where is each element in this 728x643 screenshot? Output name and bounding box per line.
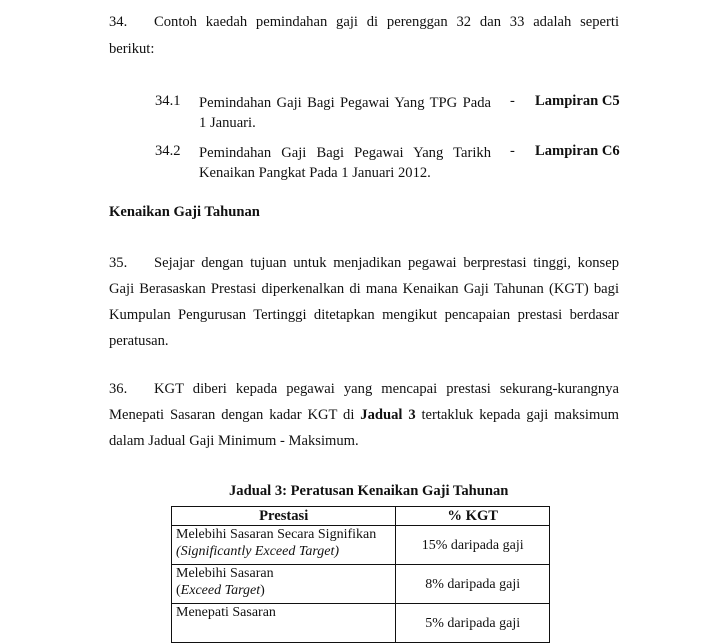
table-row: [172, 526, 550, 565]
sub-item-appendix-ref: Lampiran C6: [535, 143, 620, 159]
table-header-row: [172, 507, 550, 526]
paragraph-34-line-2: berikut:: [109, 41, 155, 57]
sub-item-appendix-ref: Lampiran C5: [535, 93, 620, 109]
column-header-kgt: % KGT: [396, 507, 550, 526]
table-cell-kgt: 8% daripada gaji: [396, 565, 550, 604]
paragraph-35-number: 35.: [109, 255, 128, 271]
sub-item-dash: -: [510, 143, 515, 159]
table-reference: Jadual 3: [360, 407, 416, 423]
paragraph-34-number: 34.: [109, 14, 128, 30]
table-caption: Jadual 3: Peratusan Kenaikan Gaji Tahunan: [229, 483, 509, 499]
table-cell-prestasi: Melebihi Sasaran Secara Signifikan (Significantly Exceed Target): [172, 526, 396, 565]
paragraph-36-line-1: 36. KGT diberi kepada pegawai yang mencapai prestasi sekurang-kurangnya: [109, 381, 619, 397]
table-cell-prestasi: Menepati Sasaran: [172, 604, 396, 643]
section-heading: Kenaikan Gaji Tahunan: [109, 204, 260, 220]
sub-item-dash: -: [510, 93, 515, 109]
sub-item-number: 34.1: [155, 93, 181, 109]
table-cell-kgt: 5% daripada gaji: [396, 604, 550, 643]
column-header-prestasi: Prestasi: [172, 507, 396, 526]
kgt-table: [171, 506, 550, 643]
paragraph-34-line-1: 34. Contoh kaedah pemindahan gaji di perenggan 32 dan 33 adalah seperti: [109, 14, 619, 30]
paragraph-35-line-1: 35. Sejajar dengan tujuan untuk menjadikan pegawai berprestasi tinggi, konsep: [109, 255, 619, 271]
table-row: [172, 604, 550, 643]
table-cell-prestasi: Melebihi Sasaran (Exceed Target): [172, 565, 396, 604]
paragraph-36-number: 36.: [109, 381, 128, 397]
table-cell-kgt: 15% daripada gaji: [396, 526, 550, 565]
sub-item-number: 34.2: [155, 143, 181, 159]
table-row: [172, 565, 550, 604]
